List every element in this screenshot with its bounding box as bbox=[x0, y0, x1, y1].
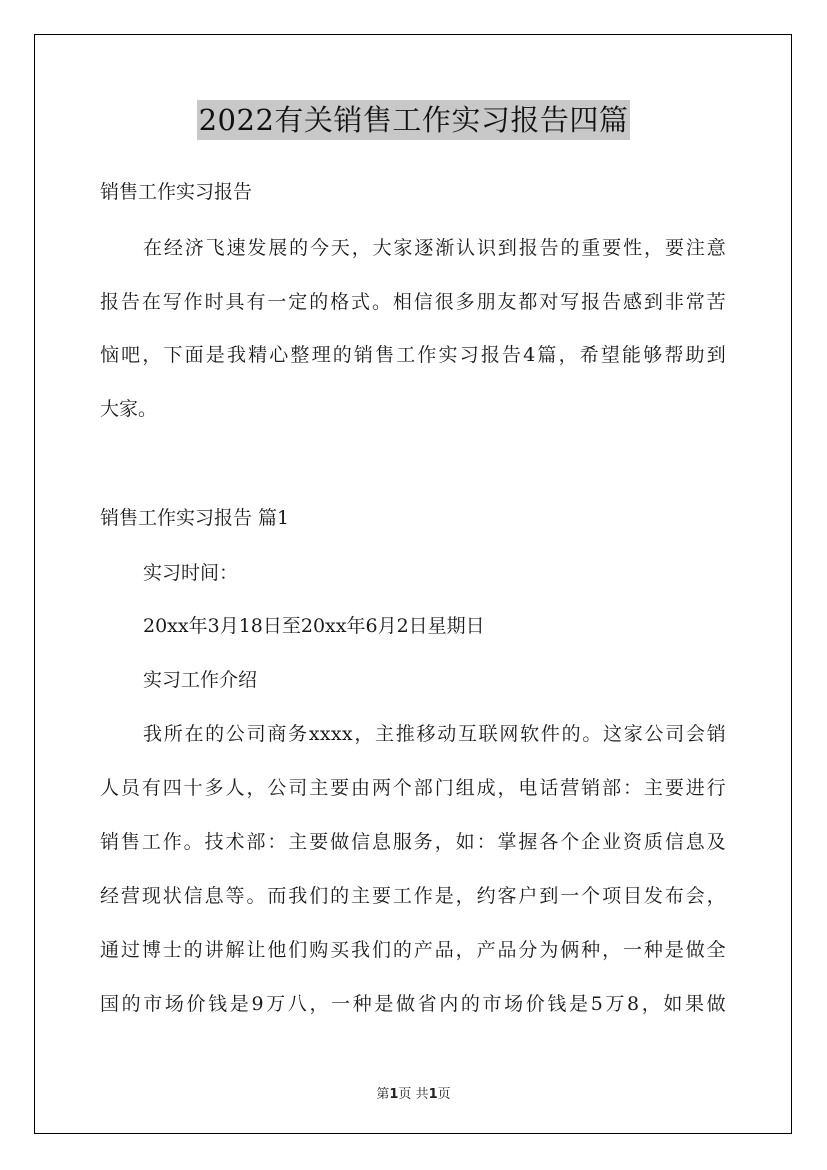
document-title: 2022有关销售工作实习报告四篇 bbox=[197, 100, 631, 140]
body-line-4: 经营现状信息等。而我们的主要工作是，约客户到一个项目发布会， bbox=[100, 885, 726, 907]
footer-page-suffix: 页 bbox=[437, 1087, 451, 1102]
footer-page-prefix: 第 bbox=[376, 1087, 390, 1102]
footer-page-mid: 页 共 bbox=[398, 1087, 429, 1102]
body-line-3: 销售工作。技术部：主要做信息服务，如：掌握各个企业资质信息及 bbox=[100, 831, 726, 853]
work-intro-label: 实习工作介绍 bbox=[143, 669, 258, 691]
body-line-5: 通过博士的讲解让他们购买我们的产品，产品分为俩种，一种是做全 bbox=[100, 939, 726, 961]
intro-line-4: 大家。 bbox=[100, 398, 158, 420]
section-heading: 销售工作实习报告 bbox=[100, 181, 253, 203]
page-footer bbox=[0, 1083, 827, 1102]
intro-line-1: 在经济飞速发展的今天，大家逐渐认识到报告的重要性，要注意 bbox=[143, 237, 726, 259]
body-line-2: 人员有四十多人，公司主要由两个部门组成，电话营销部：主要进行 bbox=[100, 777, 726, 799]
body-line-6: 国的市场价钱是9万八，一种是做省内的市场价钱是5万8，如果做 bbox=[100, 993, 726, 1015]
footer-total-pages: 1 bbox=[428, 1087, 438, 1102]
time-label: 实习时间： bbox=[143, 562, 239, 584]
title-wrap bbox=[0, 100, 827, 140]
intro-line-2: 报告在写作时具有一定的格式。相信很多朋友都对写报告感到非常苦 bbox=[100, 291, 726, 313]
footer-page-number: 1 bbox=[389, 1087, 399, 1102]
part-heading: 销售工作实习报告 篇1 bbox=[100, 507, 290, 529]
body-line-1: 我所在的公司商务xxxx，主推移动互联网软件的。这家公司会销 bbox=[143, 723, 726, 745]
intro-line-3: 恼吧，下面是我精心整理的销售工作实习报告4篇，希望能够帮助到 bbox=[100, 344, 726, 366]
time-value: 20xx年3月18日至20xx年6月2日星期日 bbox=[143, 615, 485, 637]
